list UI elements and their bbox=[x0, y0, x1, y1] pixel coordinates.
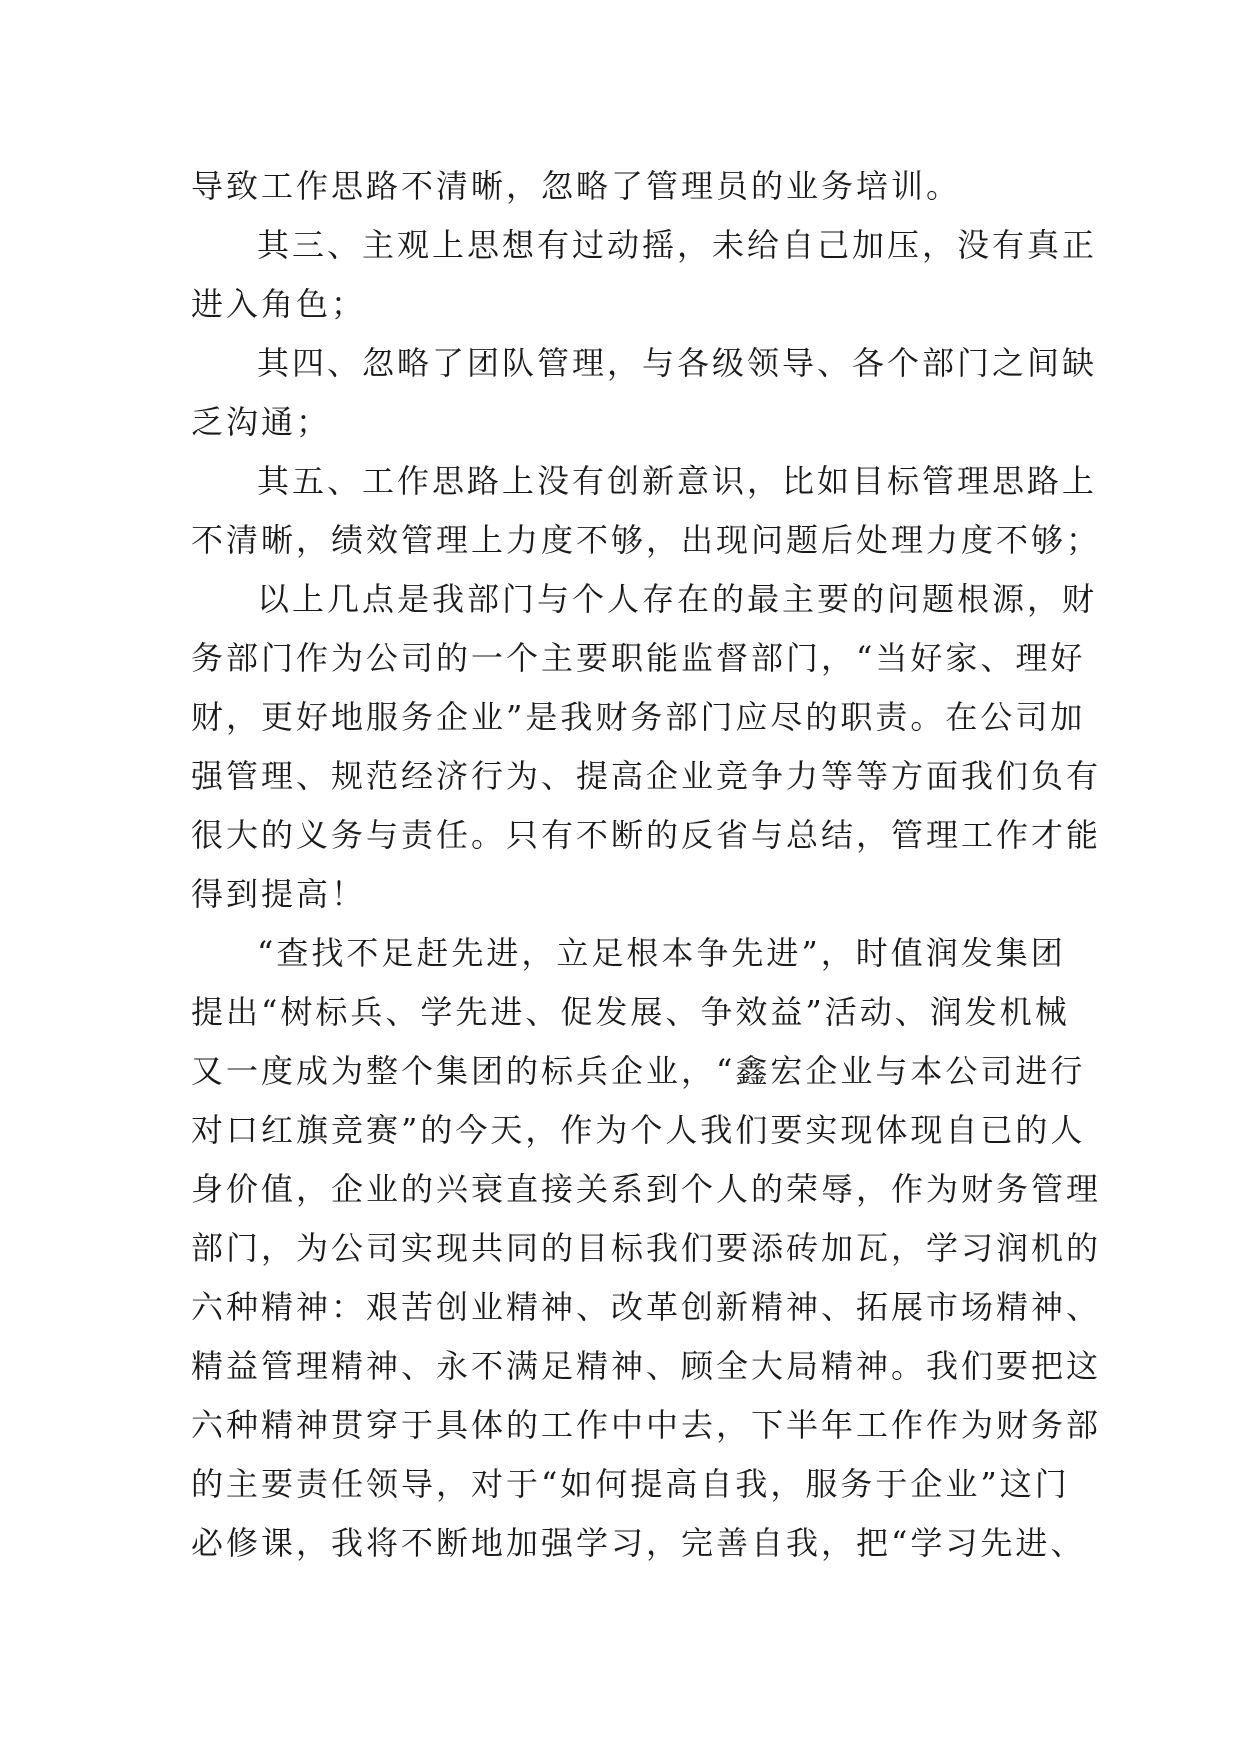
paragraph-start: “查找不足赶先进，立足根本争先进”，时值润发集团 bbox=[257, 934, 1066, 972]
text-line: 部门，为公司实现共同的目标我们要添砖加瓦，学习润机的 bbox=[191, 1229, 1102, 1267]
text-line: 精益管理精神、永不满足精神、顾全大局精神。我们要把这 bbox=[191, 1347, 1102, 1385]
text-line: 很大的义务与责任。只有不断的反省与总结，管理工作才能 bbox=[191, 816, 1102, 854]
paragraph-start: 其四、忽略了团队管理，与各级领导、各个部门之间缺 bbox=[257, 344, 1098, 382]
paragraph-start: 其五、工作思路上没有创新意识，比如目标管理思路上 bbox=[257, 462, 1098, 500]
paragraph-start: 其三、主观上思想有过动摇，未给自己加压，没有真正 bbox=[257, 226, 1098, 264]
paragraph-start: 以上几点是我部门与个人存在的最主要的问题根源，财 bbox=[257, 580, 1098, 618]
text-line: 六种精神贯穿于具体的工作中中去，下半年工作作为财务部 bbox=[191, 1406, 1102, 1444]
text-line: 必修课，我将不断地加强学习，完善自我，把“学习先进、 bbox=[191, 1524, 1086, 1562]
text-line: 身价值，企业的兴衰直接关系到个人的荣辱，作为财务管理 bbox=[191, 1170, 1102, 1208]
text-line: 导致工作思路不清晰，忽略了管理员的业务培训。 bbox=[191, 167, 962, 205]
text-line: 进入角色； bbox=[191, 285, 367, 323]
text-line: 又一度成为整个集团的标兵企业，“鑫宏企业与本公司进行 bbox=[191, 1052, 1086, 1090]
text-line: 不清晰，绩效管理上力度不够，出现问题后处理力度不够； bbox=[191, 521, 1102, 559]
text-line: 乏沟通； bbox=[191, 403, 332, 441]
text-line: 务部门作为公司的一个主要职能监督部门，“当好家、理好 bbox=[191, 639, 1086, 677]
text-line: 的主要责任领导，对于“如何提高自我，服务于企业”这门 bbox=[191, 1465, 1070, 1503]
text-line: 财，更好地服务企业”是我财务部门应尽的职责。在公司加 bbox=[191, 698, 1086, 736]
text-line: 对口红旗竞赛”的今天，作为个人我们要实现体现自已的人 bbox=[191, 1111, 1086, 1149]
text-line: 六种精神：艰苦创业精神、改革创新精神、拓展市场精神、 bbox=[191, 1288, 1102, 1326]
text-line: 强管理、规范经济行为、提高企业竞争力等等方面我们负有 bbox=[191, 757, 1102, 795]
text-line: 提出“树标兵、学先进、促发展、争效益”活动、润发机械 bbox=[191, 993, 1070, 1031]
text-line: 得到提高！ bbox=[191, 875, 367, 913]
document-body bbox=[191, 157, 1102, 1573]
